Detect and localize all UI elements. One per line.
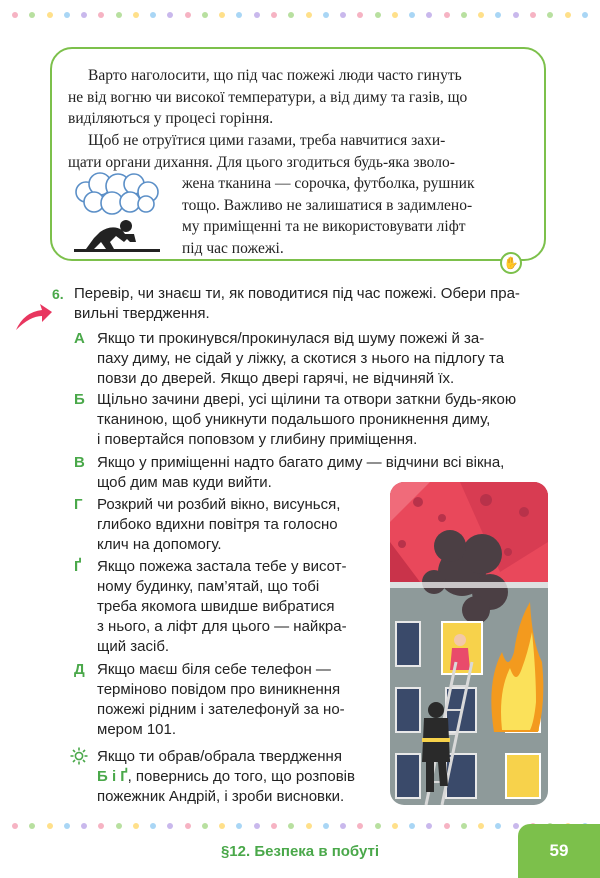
option-letter-h: Г (74, 496, 83, 513)
info-line: Варто наголосити, що під час пожежі люди часто гинуть (88, 67, 462, 84)
decorative-dot (340, 12, 346, 18)
option-a (97, 329, 552, 389)
info-line: жена тканина — сорочка, футболка, рушник (182, 175, 475, 192)
decorative-dot (444, 12, 450, 18)
task-line: вильні твердження. (74, 305, 210, 322)
decorative-dot (29, 12, 35, 18)
decorative-dot (306, 12, 312, 18)
decorative-dot (254, 823, 260, 829)
option-line: повзи до дверей. Якщо двері гарячі, не відчиняй їх. (97, 370, 455, 387)
info-line: під час пожежі. (182, 239, 284, 257)
decorative-dot (409, 12, 415, 18)
decorative-dot (392, 12, 398, 18)
decorative-dot (288, 12, 294, 18)
option-letter-v: В (74, 454, 85, 471)
decorative-dot (236, 12, 242, 18)
option-line: треба якомога швидше вибратися (97, 598, 335, 615)
decorative-dot (202, 823, 208, 829)
decorative-dot (254, 12, 260, 18)
option-line: тканиною, щоб уникнути подальшого проникнення диму, (97, 411, 491, 428)
option-g (97, 557, 377, 657)
decorative-dot (133, 12, 139, 18)
final-bold-options: Б і Ґ (97, 768, 128, 785)
decorative-dot (185, 12, 191, 18)
task-number: 6. (52, 286, 64, 302)
decorative-dot (357, 12, 363, 18)
decorative-dot (323, 12, 329, 18)
option-line: щий засіб. (97, 638, 170, 655)
decorative-dot (375, 823, 381, 829)
decorative-dot (47, 823, 53, 829)
option-line: Якщо ти прокинувся/прокинулася від шуму пожежі й за- (97, 330, 485, 347)
decorative-dot (461, 12, 467, 18)
footer-section-title: §12. Безпека в побуті (220, 843, 380, 860)
decorative-dot (495, 823, 501, 829)
option-line: клич на допомогу. (97, 536, 222, 553)
option-line: глибоко вдихни повітря та голосно (97, 516, 338, 533)
info-line: Щоб не отруїтися цими газами, треба навчитися захи- (88, 132, 446, 149)
decorative-dot (565, 12, 571, 18)
option-line: Якщо маєш біля себе телефон — (97, 661, 331, 678)
info-paragraph-2-wrap (182, 173, 532, 259)
decorative-dot (133, 823, 139, 829)
decorative-dot (306, 823, 312, 829)
decorative-dot (167, 12, 173, 18)
info-line: тощо. Важливо не залишатися в задимлено- (182, 196, 473, 214)
decorative-dot (392, 823, 398, 829)
decorative-dot (202, 12, 208, 18)
task-arrow-icon (12, 302, 54, 334)
option-line: ному будинку, пам’ятай, що тобі (97, 578, 320, 595)
final-line: пожежник Андрій, і зроби висновки. (97, 788, 345, 805)
task-prompt (74, 284, 552, 324)
decorative-dot (236, 823, 242, 829)
info-line: щати органи дихання. Для цього згодиться будь-яка зволо- (68, 153, 455, 171)
decorative-dot (375, 12, 381, 18)
option-line: щоб дим мав куди вийти. (97, 474, 272, 491)
sun-icon (70, 747, 88, 765)
decorative-dot (98, 12, 104, 18)
decorative-dot (12, 823, 18, 829)
option-letter-a: А (74, 330, 85, 347)
option-letter-b: Б (74, 391, 85, 408)
page-number: 59 (518, 824, 600, 878)
decorative-dot (64, 823, 70, 829)
decorative-dot (513, 12, 519, 18)
decorative-dot (185, 823, 191, 829)
decorative-dot (81, 12, 87, 18)
option-d (97, 660, 377, 740)
decorative-dot (29, 823, 35, 829)
decorative-dot (582, 12, 588, 18)
footer-dot-row (12, 821, 588, 831)
option-line: з нього, а ліфт для цього — найкра- (97, 618, 347, 635)
decorative-dot (340, 823, 346, 829)
option-letter-g: Ґ (74, 558, 82, 575)
info-paragraph-1 (68, 65, 532, 130)
decorative-dot (547, 12, 553, 18)
final-hint (97, 747, 377, 807)
decorative-dot (426, 823, 432, 829)
decorative-dot (116, 823, 122, 829)
decorative-dot (357, 823, 363, 829)
final-line: Якщо ти обрав/обрала твердження (97, 748, 342, 765)
decorative-dot (150, 12, 156, 18)
option-line: мером 101. (97, 721, 177, 738)
option-line: терміново повідом про виникнення (97, 681, 341, 698)
decorative-dot (47, 12, 53, 18)
decorative-dot (530, 12, 536, 18)
option-line: паху диму, не сідай у ліжку, а скотися з нього на підлогу та (97, 350, 505, 367)
decorative-dot (116, 12, 122, 18)
decorative-dot (426, 12, 432, 18)
option-line: Розкрий чи розбий вікно, висунься, (97, 496, 341, 513)
hand-icon: ✋ (500, 252, 522, 274)
crawling-person-smoke-illustration (70, 172, 166, 254)
final-line-rest: , повернись до того, що розповів (127, 768, 355, 785)
decorative-dot (12, 12, 18, 18)
task-line: Перевір, чи знаєш ти, як поводитися під час пожежі. Обери пра- (74, 285, 520, 302)
decorative-dot (495, 12, 501, 18)
decorative-dot (409, 823, 415, 829)
decorative-dot (478, 823, 484, 829)
final-line (97, 767, 377, 787)
option-line: Щільно зачини двері, усі щілини та отвори заткни будь-якою (97, 391, 517, 408)
decorative-dot (323, 823, 329, 829)
decorative-dot (81, 823, 87, 829)
info-paragraph-2 (68, 130, 532, 173)
decorative-dot (98, 823, 104, 829)
option-line: пожежі рідним і зателефонуй за но- (97, 701, 345, 718)
option-h (97, 495, 377, 555)
option-line: і повертайся поповзом у глибину приміщення. (97, 431, 418, 448)
top-dot-row (12, 10, 588, 20)
info-line: виділяються у процесі горіння. (68, 110, 274, 127)
option-line: Якщо у приміщенні надто багато диму — відчини всі вікна, (97, 454, 505, 471)
option-line: Якщо пожежа застала тебе у висот- (97, 558, 347, 575)
burning-building-illustration (390, 482, 548, 805)
decorative-dot (271, 12, 277, 18)
info-line: не від вогню чи високої температури, а від диму та газів, що (68, 88, 468, 106)
decorative-dot (150, 823, 156, 829)
decorative-dot (513, 823, 519, 829)
option-letter-d: Д (74, 661, 85, 678)
decorative-dot (167, 823, 173, 829)
decorative-dot (288, 823, 294, 829)
decorative-dot (271, 823, 277, 829)
decorative-dot (461, 823, 467, 829)
decorative-dot (444, 823, 450, 829)
decorative-dot (64, 12, 70, 18)
option-b (97, 390, 552, 450)
info-line: му приміщенні та не використовувати ліфт (182, 218, 466, 235)
decorative-dot (219, 12, 225, 18)
decorative-dot (478, 12, 484, 18)
decorative-dot (219, 823, 225, 829)
